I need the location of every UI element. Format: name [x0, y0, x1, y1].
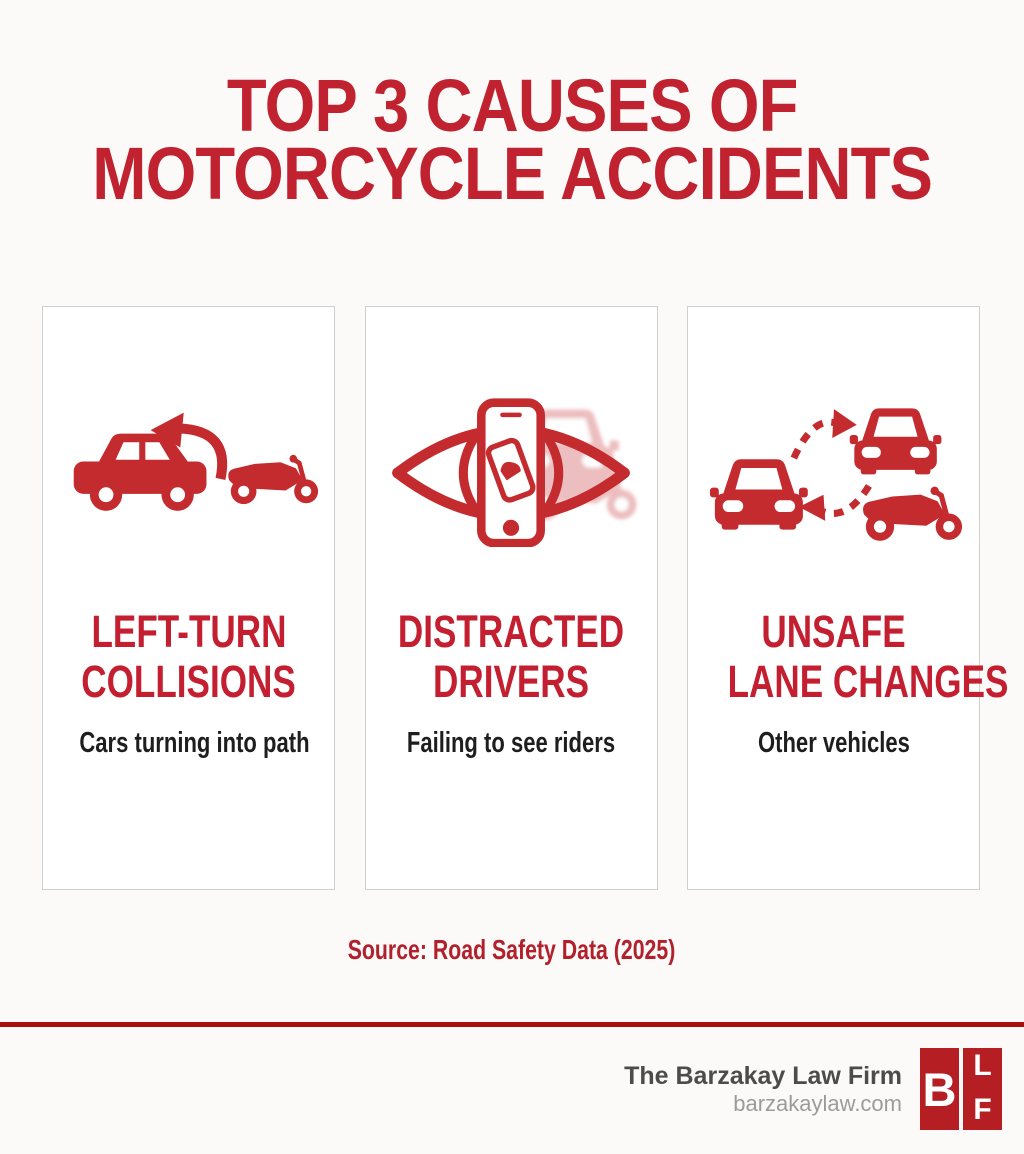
card-heading-line1: DISTRACTED — [397, 606, 625, 657]
logo-block-b — [920, 1048, 959, 1130]
motorcycle-icon — [863, 487, 962, 541]
page-title-line1: TOP 3 CAUSES OF — [226, 64, 798, 147]
card-subtext: Failing to see riders — [406, 727, 616, 759]
firm-website-link[interactable]: barzakaylaw.com — [733, 1091, 902, 1116]
source-attribution: Source: Road Safety Data (2025) — [348, 934, 676, 965]
cause-cards — [42, 306, 1009, 890]
card-heading — [43, 607, 334, 707]
page-title-line2: MOTORCYCLE ACCIDENTS — [92, 132, 932, 215]
footer-divider — [0, 1022, 1024, 1027]
card-left-turn-collisions — [42, 306, 335, 890]
card-distracted-drivers — [365, 306, 658, 890]
card-heading — [688, 606, 1009, 707]
left-turn-collision-icon — [43, 387, 334, 557]
card-heading-line1: LEFT-TURN — [91, 606, 286, 657]
logo-block-lf — [963, 1048, 1002, 1130]
footer — [624, 1048, 1002, 1130]
card-heading-line2: DRIVERS — [432, 656, 590, 707]
logo-letter-f: F — [973, 1093, 992, 1126]
logo-letter-b: B — [922, 1062, 957, 1116]
card-heading — [366, 607, 657, 707]
card-unsafe-lane-changes — [687, 306, 1009, 890]
logo-letter-l: L — [973, 1049, 992, 1082]
card-heading-line1: UNSAFE — [761, 606, 906, 657]
card-subtext: Other vehicles — [757, 727, 910, 759]
footer-text — [624, 1061, 902, 1117]
car-front-right-icon — [849, 408, 941, 474]
phone-icon — [481, 403, 540, 543]
blf-logo — [920, 1048, 1002, 1130]
card-heading-line2: LANE CHANGES — [727, 656, 1009, 707]
card-subtext: Cars turning into path — [79, 727, 310, 759]
motorcycle-icon — [228, 455, 318, 504]
car-front-left-icon — [709, 459, 807, 529]
firm-name: The Barzakay Law Firm — [624, 1062, 902, 1090]
unsafe-lane-change-icon — [688, 387, 979, 557]
page-title — [0, 64, 1024, 215]
card-heading-line2: COLLISIONS — [81, 656, 296, 707]
car-side-icon — [73, 434, 206, 511]
distracted-driver-eye-phone-icon — [366, 387, 657, 557]
